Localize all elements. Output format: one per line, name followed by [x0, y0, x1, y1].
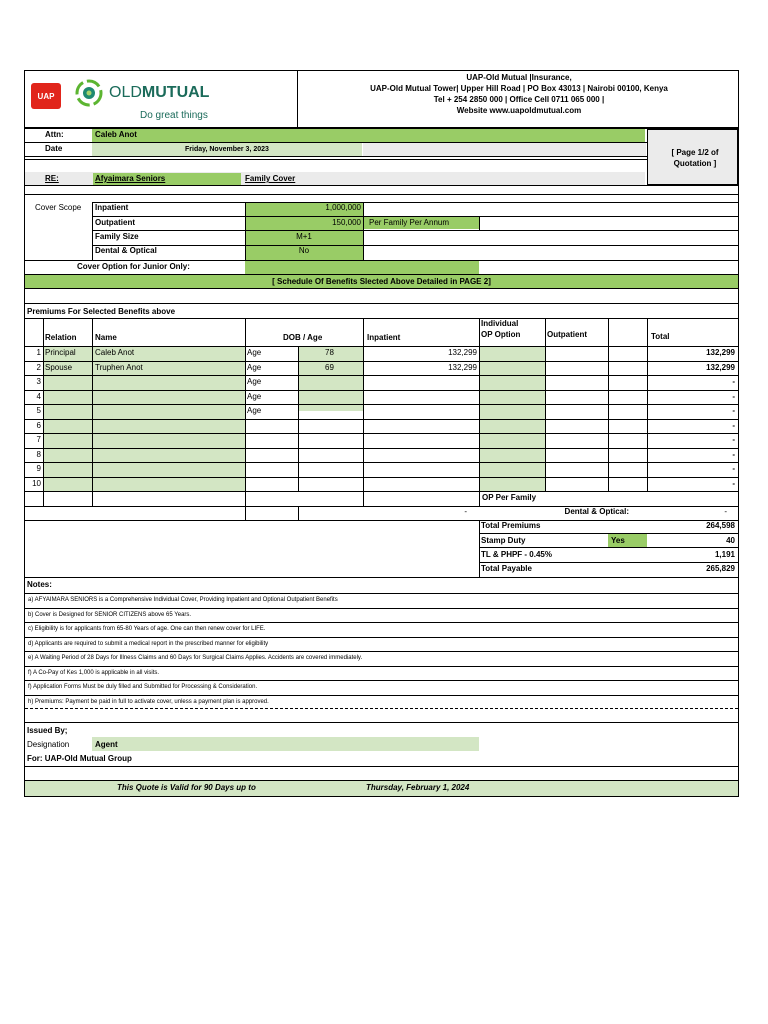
inpatient-value: 1,000,000	[325, 203, 361, 212]
col-relation: Relation	[45, 333, 77, 342]
re-label: RE:	[45, 174, 59, 183]
page-note: [ Page 1/2 of Quotation ]	[671, 148, 719, 168]
col-outpatient: Outpatient	[547, 330, 587, 339]
dental-value: No	[298, 246, 310, 255]
company-line-3: Tel + 254 2850 000 | Office Cell 0711 065 000 |	[433, 95, 605, 104]
row-inpatient: 132,299	[448, 362, 477, 372]
family-size-value: M+1	[296, 232, 312, 241]
uap-logo-text: UAP	[37, 91, 55, 101]
row-relation: Principal	[45, 348, 76, 357]
note-item: f) Application Forms Must be duly filled and Submitted for Processing & Consideration.	[28, 684, 258, 690]
outpatient-value: 150,000	[332, 218, 361, 227]
row-total: -	[732, 464, 735, 473]
company-line-2: UAP-Old Mutual Tower| Upper Hill Road | PO Box 43013 | Nairobi 00100, Kenya	[370, 84, 668, 93]
row-age-label: Age	[247, 391, 262, 401]
tl-phpf-value: 1,191	[714, 550, 735, 559]
re-cover: Family Cover	[245, 174, 296, 183]
row-number: 9	[36, 464, 41, 473]
row-total: -	[732, 391, 735, 401]
dental-row-value: -	[724, 507, 727, 516]
tl-phpf-label: TL & PHPF - 0.45%	[481, 550, 552, 559]
old-mutual-logo-icon	[75, 78, 103, 108]
date-label: Date	[45, 144, 63, 153]
row-number: 5	[36, 406, 41, 415]
col-name: Name	[95, 333, 117, 342]
issued-by-label: Issued By;	[27, 726, 68, 735]
row-total: -	[732, 449, 735, 459]
dental-row-dash: -	[464, 507, 467, 516]
brand-mutual: MUTUAL	[141, 84, 210, 101]
outpatient-label: Outpatient	[95, 218, 135, 227]
tagline: Do great things	[140, 110, 208, 121]
total-payable-value: 265,829	[706, 564, 735, 573]
row-total: 132,299	[706, 348, 735, 357]
stamp-duty-label: Stamp Duty	[481, 536, 526, 545]
inpatient-label: Inpatient	[95, 203, 129, 212]
brand-old: OLD	[109, 84, 142, 101]
row-number: 8	[36, 449, 41, 459]
validity-date: Thursday, February 1, 2024	[366, 783, 470, 792]
row-total: -	[732, 420, 735, 430]
note-item: c) Eligibility is for applicants from 65-80 Years of age. One can then renew cover for LIFE.	[28, 626, 266, 632]
uap-logo	[31, 83, 61, 109]
junior-label: Cover Option for Junior Only:	[77, 262, 190, 271]
total-payable-label: Total Payable	[481, 564, 532, 573]
col-individual-op-2: OP Option	[481, 330, 521, 339]
row-age-label: Age	[247, 348, 262, 357]
note-item: f) A Co-Pay of Kes 1,000 is applicable in all visits.	[28, 669, 160, 676]
row-number: 1	[36, 348, 41, 357]
row-inpatient: 132,299	[448, 348, 477, 357]
company-line-1: UAP-Old Mutual |Insurance,	[466, 73, 572, 82]
row-number: 2	[36, 362, 41, 372]
row-age: 69	[325, 362, 334, 372]
quotation-sheet	[24, 70, 739, 797]
row-relation: Spouse	[45, 362, 73, 372]
note-item: b) Cover is Designed for SENIOR CITIZENS above 65 Years.	[28, 611, 192, 618]
row-age-label: Age	[247, 377, 262, 386]
col-total: Total	[651, 332, 670, 341]
row-total: -	[732, 435, 735, 444]
stamp-duty-value: 40	[726, 536, 735, 545]
row-name: Truphen Anot	[95, 362, 143, 372]
outpatient-note: Per Family Per Annum	[369, 218, 450, 227]
validity-text: This Quote is Valid for 90 Days up to	[117, 783, 256, 792]
for-label: For: UAP-Old Mutual Group	[27, 754, 132, 763]
dental-label: Dental & Optical	[95, 246, 157, 255]
row-age-label: Age	[247, 406, 262, 415]
row-total: -	[732, 478, 735, 488]
op-per-family-label: OP Per Family	[482, 493, 537, 502]
row-name: Caleb Anot	[95, 348, 135, 357]
old-mutual-wordmark	[109, 84, 209, 102]
row-age-label: Age	[247, 362, 262, 372]
total-premiums-value: 264,598	[706, 521, 735, 530]
row-total: -	[732, 406, 735, 415]
row-number: 4	[36, 391, 41, 401]
row-number: 10	[32, 478, 41, 488]
col-inpatient: Inpatient	[367, 333, 401, 342]
designation-value: Agent	[95, 740, 118, 749]
designation-label: Designation	[27, 740, 70, 749]
premiums-title: Premiums For Selected Benefits above	[27, 307, 176, 316]
note-item: h) Premiums: Payment be paid in full to activate cover, unless a payment plan is approved.	[28, 698, 269, 705]
note-item: e) A Waiting Period of 28 Days for Illness Claims and 60 Days for Surgical Claims Applies. Accidents are covered immediately.	[28, 655, 363, 661]
attn-value: Caleb Anot	[95, 130, 137, 139]
row-total: 132,299	[706, 362, 735, 372]
notes-title: Notes:	[27, 580, 52, 589]
total-premiums-label: Total Premiums	[481, 521, 541, 530]
dental-row-label: Dental & Optical:	[564, 507, 629, 516]
col-individual-op-1: Individual	[481, 319, 519, 328]
re-value: Afyaimara Seniors	[95, 174, 166, 183]
row-total: -	[732, 377, 735, 386]
stamp-duty-flag: Yes	[611, 536, 625, 545]
row-number: 3	[36, 377, 41, 386]
schedule-note: [ Schedule Of Benefits Slected Above Detailed in PAGE 2]	[272, 277, 491, 286]
row-number: 6	[36, 420, 41, 430]
family-size-label: Family Size	[95, 232, 139, 241]
date-value: Friday, November 3, 2023	[185, 146, 269, 153]
cover-scope-label: Cover Scope	[35, 203, 82, 212]
company-line-4: Website www.uapoldmutual.com	[456, 106, 582, 115]
attn-label: Attn:	[45, 130, 64, 139]
note-item: a) AFYAIMARA SENIORS is a Comprehensive Individual Cover, Providing Inpatient and Optional Outpatient Benefits	[28, 597, 338, 603]
col-dob: DOB / Age	[283, 333, 323, 342]
company-address	[299, 72, 739, 116]
row-number: 7	[36, 435, 41, 444]
note-item: d) Applicants are required to submit a medical report in the prescribed manner for eligibility	[28, 640, 269, 647]
row-age: 78	[325, 348, 334, 357]
